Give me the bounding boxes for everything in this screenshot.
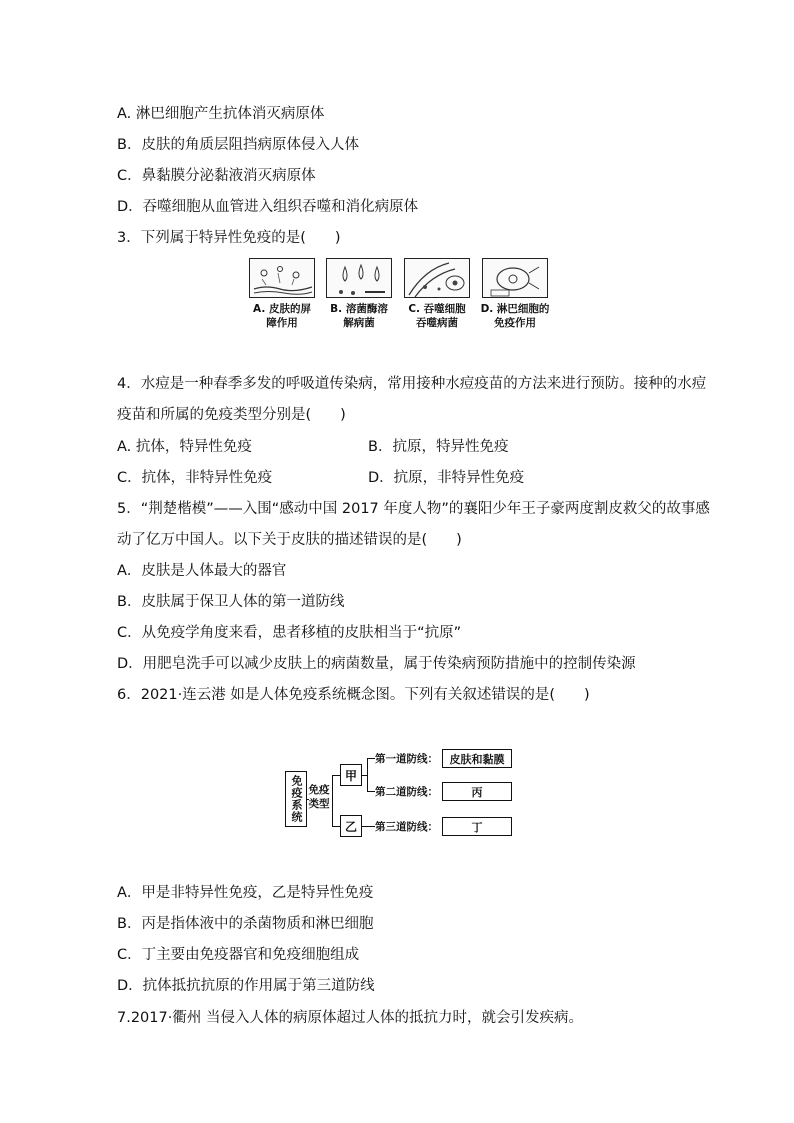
q4-option-c: C．抗体，非特异性免疫 (117, 470, 273, 486)
q4-stem-line2: 疫苗和所属的免疫类型分别是( ) (117, 407, 346, 423)
q2-option-d: D．吞噬细胞从血管进入组织吞噬和消化病原体 (117, 199, 419, 215)
q2-option-c: C．鼻黏膜分泌黏液消灭病原体 (117, 168, 316, 184)
skin-barrier-image (249, 258, 315, 298)
third-defense-label: 第三道防线： (375, 821, 438, 833)
q4-option-b: B．抗原，特异性免疫 (368, 439, 509, 455)
q5-stem-line2: 动了亿万中国人。以下关于皮肤的描述错误的是( ) (117, 532, 462, 548)
phagocyte-image (404, 258, 470, 298)
lymphocyte-image (482, 258, 548, 298)
skin-mucosa-box: 皮肤和黏膜 (442, 749, 512, 768)
q5-option-d: D．用肥皂洗手可以减少皮肤上的病菌数量，属于传染病预防措施中的控制传染源 (117, 656, 636, 672)
q7-stem: 7.2017·衢州 当侵入人体的病原体超过人体的抵抗力时，就会引发疾病。 (117, 1010, 583, 1026)
immune-system-box: 免疫系统 (285, 771, 307, 827)
q4-stem-line1: 4．水痘是一种春季多发的呼吸道传染病，常用接种水痘疫苗的方法来进行预防。接种的水痘 (117, 376, 707, 392)
q3-stem: 3．下列属于特异性免疫的是( ) (117, 230, 341, 246)
yi-box: 乙 (340, 815, 362, 837)
q2-option-b: B．皮肤的角质层阻挡病原体侵入人体 (117, 137, 359, 153)
first-defense-label: 第一道防线： (375, 753, 438, 765)
lysozyme-image (326, 258, 392, 298)
q5-option-b: B．皮肤属于保卫人体的第一道防线 (117, 594, 345, 610)
q3-caption-a: A. 皮肤的屏 障作用 (253, 303, 311, 329)
q4-option-a: A. 抗体，特异性免疫 (117, 439, 252, 455)
q4-options-row1 (117, 437, 677, 457)
q3-picture-strip (246, 258, 552, 334)
q6-option-b: B．丙是指体液中的杀菌物质和淋巴细胞 (117, 916, 374, 932)
jia-box: 甲 (340, 764, 362, 786)
q6-option-a: A．甲是非特异性免疫，乙是特异性免疫 (117, 885, 374, 901)
immune-system-concept-map (285, 745, 517, 837)
ding-box: 丁 (442, 817, 512, 836)
q4-options-row2 (117, 468, 677, 488)
q3-caption-c: C. 吞噬细胞 吞噬病菌 (408, 303, 466, 329)
q6-option-d: D．抗体抵抗抗原的作用属于第三道防线 (117, 978, 375, 994)
q2-option-a: A. 淋巴细胞产生抗体消灭病原体 (117, 106, 325, 122)
q6-option-c: C．丁主要由免疫器官和免疫细胞组成 (117, 947, 360, 963)
bing-box: 丙 (442, 782, 512, 801)
second-defense-label: 第二道防线： (375, 786, 438, 798)
q5-option-c: C．从免疫学角度来看，患者移植的皮肤相当于“抗原” (117, 625, 462, 641)
q3-caption-d: D. 淋巴细胞的 免疫作用 (480, 303, 550, 329)
immune-types-label: 免疫类型 (308, 784, 330, 810)
q6-stem: 6．2021·连云港 如是人体免疫系统概念图。下列有关叙述错误的是( ) (117, 687, 590, 703)
q3-caption-b: B. 溶菌酶溶 解病菌 (330, 303, 388, 329)
q5-option-a: A．皮肤是人体最大的器官 (117, 563, 287, 579)
q5-stem-line1: 5．“荆楚楷模”——入围“感动中国 2017 年度人物”的襄阳少年王子豪两度割皮救父的故事感 (117, 501, 710, 517)
q4-option-d: D．抗原，非特异性免疫 (368, 470, 525, 486)
